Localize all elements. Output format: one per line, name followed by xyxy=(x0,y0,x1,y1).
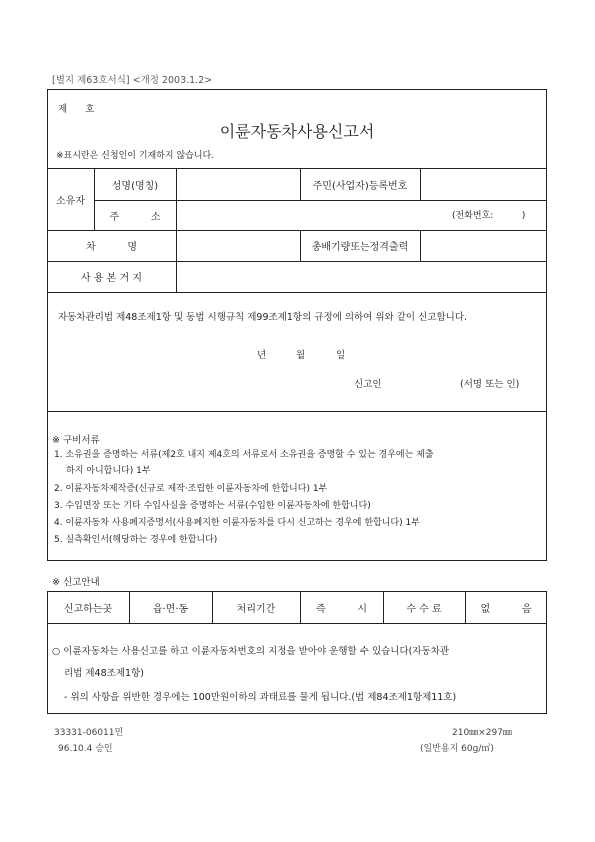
documents-item: 5. 실측확인서(해당하는 경우에 한합니다) xyxy=(54,535,218,545)
owner-address-label: 주 소 xyxy=(109,211,161,223)
guide-col-office: 읍·면·동 xyxy=(152,603,189,615)
guide-col-period-label: 처리기간 xyxy=(236,603,276,615)
base-location-label: 사 용 본 거 지 xyxy=(80,273,142,284)
guide-heading: ※ 신고안내 xyxy=(52,577,100,588)
documents-item: 2. 이륜자동차제작증(신규로 제작·조립한 이륜자동차에 한합니다) 1부 xyxy=(54,484,328,494)
owner-name-field[interactable] xyxy=(180,176,296,194)
guide-col-fee-label: 수 수 료 xyxy=(406,603,442,615)
owner-phone-field[interactable]: (전화번호: ) xyxy=(452,211,526,221)
guide-col-place: 신고하는곳 xyxy=(63,603,113,615)
date-month-label: 월 xyxy=(296,350,306,361)
applicant-label: 신고인 xyxy=(354,379,382,390)
displacement-label: 총배기량또는정격출력 xyxy=(311,242,409,253)
displacement-field[interactable] xyxy=(424,236,542,254)
owner-section-label: 소유자 xyxy=(56,195,85,207)
documents-item: 1. 소유권을 증명하는 서류(제2호 내지 제4호의 서류로서 소유권을 증명할 수 있는 경우에는 제출 xyxy=(54,450,434,460)
guide-col-fee-value: 없 음 xyxy=(480,603,532,615)
footer-size: 210㎜×297㎜ xyxy=(452,728,512,738)
owner-name-label: 성명(명칭) xyxy=(111,180,159,192)
owner-address-field[interactable] xyxy=(180,204,440,226)
vehicle-name-label: 차 명 xyxy=(85,242,138,253)
owner-id-label: 주민(사업자)등록번호 xyxy=(312,180,408,192)
base-location-field[interactable] xyxy=(180,267,540,285)
footer-paper: (일반용지 60g/㎡) xyxy=(420,744,494,754)
documents-heading: ※ 구비서류 xyxy=(52,435,100,446)
owner-id-field[interactable] xyxy=(424,176,542,194)
date-day-label: 일 xyxy=(336,350,346,361)
documents-item: 4. 이륜자동차 사용폐지증명서(사용폐지한 이륜자동차를 다시 신고하는 경우에 한합니다) 1부 xyxy=(54,518,420,528)
page-title: 이륜자동차사용신고서 xyxy=(219,121,375,141)
footer-approval: 96.10.4 승인 xyxy=(58,744,113,754)
form-number-label: 제 호 xyxy=(58,104,95,115)
declaration-statement: 자동차관리법 제48조제1항 및 동법 시행규칙 제99조제1항의 규정에 의하여 위와 같이 신고합니다. xyxy=(58,312,468,323)
signature-label: (서명 또는 인) xyxy=(460,379,520,390)
documents-item: 3. 수입면장 또는 기타 수입사실을 증명하는 서류(수입한 이륜자동차에 한합니다) xyxy=(54,501,371,511)
guide-note: ○ 이륜자동차는 사용신고를 하고 이륜자동차번호의 지정을 받아야 운행할 수 있습니다(자동차관 xyxy=(52,646,450,657)
guide-note: 리법 제48조제1항) xyxy=(64,668,144,679)
form-reference: [별지 제63호서식] <개정 2003.1.2> xyxy=(52,75,213,86)
guide-note: - 위의 사항을 위반한 경우에는 100만원이하의 과태료를 물게 됩니다.(법 제84조제1항제11호) xyxy=(64,692,457,703)
documents-item: 하지 아니합니다) 1부 xyxy=(66,466,151,476)
notice-text: ※표시란은 신청인이 기재하지 않습니다. xyxy=(56,151,215,161)
date-year-label: 년 xyxy=(257,350,267,361)
footer-code: 33331-06011민 xyxy=(54,728,124,738)
vehicle-name-field[interactable] xyxy=(180,236,296,254)
guide-col-period-value: 즉 시 xyxy=(315,603,368,615)
